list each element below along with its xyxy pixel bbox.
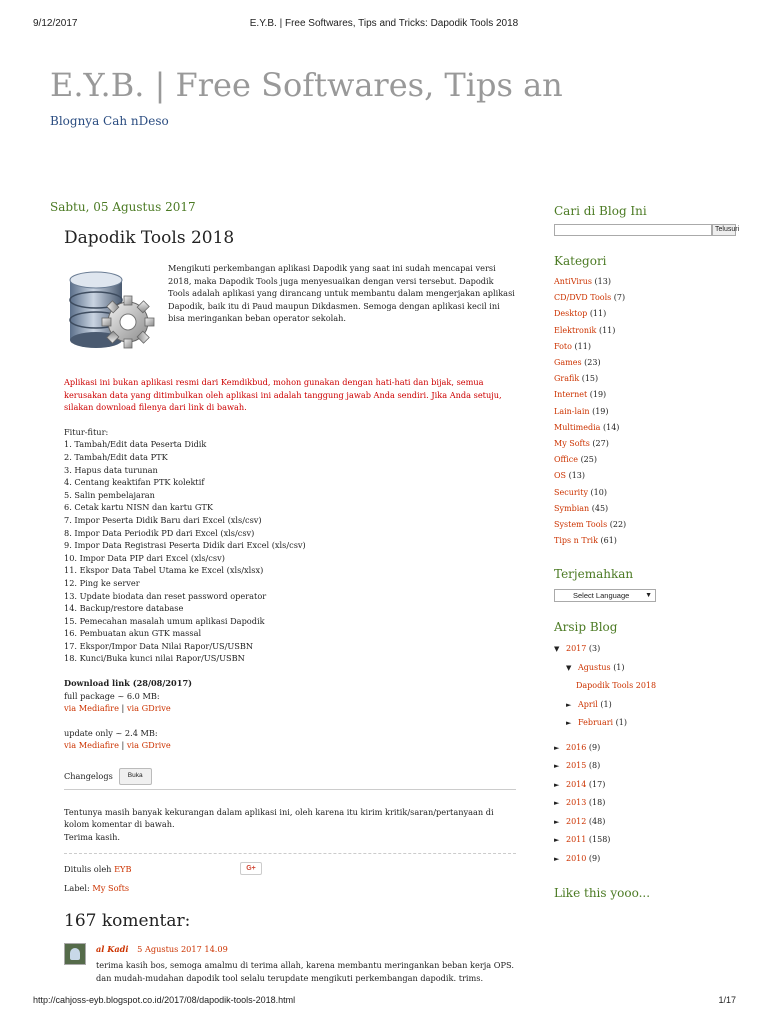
post-warning: Aplikasi ini bukan aplikasi resmi dari Kemdikbud, mohon gunakan dengan hati-hati dan bijak, semua kerusakan data yang ditimbulkan oleh aplikasi ini adalah tanggung jawab Anda sendiri. Jika Anda setuju, silakan download filenya dari link di bawah.: [64, 377, 502, 413]
buka-button[interactable]: Buka: [119, 768, 152, 785]
category-count: (11): [574, 341, 591, 351]
full-package-label: full package ~ 6.0 MB:: [64, 690, 160, 701]
post-date: Sabtu, 05 Agustus 2017: [50, 200, 196, 214]
expand-toggle-icon[interactable]: ►: [554, 854, 560, 863]
print-date: 9/12/2017: [33, 18, 78, 29]
category-link[interactable]: Foto: [554, 341, 572, 351]
category-link[interactable]: Multimedia: [554, 422, 601, 432]
category-count: (22): [609, 520, 627, 530]
closing-text: Tentunya masih banyak kekurangan dalam aplikasi ini, oleh karena itu kirim kritik/saran/pertanyaan di kolom komentar di bawah.: [64, 806, 494, 830]
archive-year-link[interactable]: 2012: [566, 816, 587, 826]
like-widget-title: Like this yooo...: [554, 886, 651, 901]
comment-time[interactable]: 5 Agustus 2017 14.09: [137, 944, 228, 954]
feature-item: 6. Cetak kartu NISN dan kartu GTK: [64, 502, 213, 513]
post-footer-divider: [64, 853, 516, 854]
archive-count: (9): [588, 742, 601, 752]
categories-list: [554, 274, 738, 549]
intro-section: [64, 262, 516, 362]
archive-count: (1): [600, 699, 612, 709]
category-count: (11): [598, 325, 616, 335]
expand-toggle-icon[interactable]: ►: [566, 719, 572, 728]
comment-item: [64, 943, 520, 993]
update-only-label: update only ~ 2.4 MB:: [64, 727, 158, 738]
category-item: [554, 485, 738, 501]
category-count: (23): [584, 358, 601, 368]
category-count: (25): [580, 455, 597, 465]
category-link[interactable]: Office: [554, 455, 579, 465]
database-gear-icon: [66, 266, 156, 352]
update-only-links: [64, 739, 516, 752]
category-item: [554, 371, 738, 387]
archive-month-april: [554, 696, 738, 715]
language-select[interactable]: [554, 589, 656, 602]
feature-item: 7. Impor Peserta Didik Baru dari Excel (xls/csv): [64, 514, 262, 525]
archive-count: (8): [588, 761, 601, 771]
main-column: [50, 200, 520, 993]
full-mediafire-link[interactable]: via Mediafire: [64, 703, 119, 714]
category-item: [554, 420, 738, 436]
archive-count: (3): [588, 644, 601, 654]
features-title: Fitur-fitur:: [64, 426, 109, 437]
archive-list: [554, 640, 738, 868]
translate-title: Terjemahkan: [554, 567, 634, 582]
expand-toggle-icon[interactable]: ►: [554, 762, 560, 771]
feature-item: 12. Ping ke server: [64, 577, 140, 588]
search-row: [554, 224, 738, 236]
posted-by-label: Ditulis oleh: [64, 864, 112, 875]
archive-year-link[interactable]: 2014: [566, 779, 587, 789]
category-item: [554, 517, 738, 533]
category-item: [554, 452, 738, 468]
feature-item: 8. Impor Data Periodik PD dari Excel (xls/csv): [64, 527, 255, 538]
feature-item: 2. Tambah/Edit data PTK: [64, 451, 168, 462]
archive-year-2015: [554, 757, 738, 776]
changelogs-row: [64, 768, 516, 785]
archive-year-2016: [554, 739, 738, 758]
archive-count: (18): [588, 798, 606, 808]
author-link[interactable]: EYB: [114, 864, 132, 875]
feature-item: 1. Tambah/Edit data Peserta Didik: [64, 439, 207, 450]
archive-month-link[interactable]: April: [578, 699, 598, 709]
category-item: [554, 436, 738, 452]
archive-year-link[interactable]: 2013: [566, 798, 587, 808]
feature-item: 13. Update biodata dan reset password operator: [64, 590, 267, 601]
comment-author[interactable]: al Kadi: [96, 944, 129, 954]
expand-toggle-icon[interactable]: ▼: [566, 663, 572, 672]
archive-year-2011: [554, 831, 738, 850]
category-link[interactable]: Internet: [554, 390, 588, 400]
comment-text: terima kasih bos, semoga amalmu di terima allah, karena membantu meringankan beban kerja OPS. dan mudah-mudahan dapodik tool selalu terupdate mengikuti perkembangan dapodik. trims.: [96, 960, 514, 983]
archive-month-link[interactable]: Februari: [578, 718, 614, 728]
search-widget-title: Cari di Blog Ini: [554, 204, 647, 218]
post-author-line: [64, 862, 516, 876]
changelogs-label: Changelogs: [64, 771, 113, 782]
dropdown-arrow-icon: ▼: [645, 592, 652, 600]
expand-toggle-icon[interactable]: ►: [554, 799, 560, 808]
print-url: http://cahjoss-eyb.blogspot.co.id/2017/08/dapodik-tools-2018.html: [33, 995, 296, 1005]
category-link[interactable]: CD/DVD Tools: [554, 293, 612, 303]
archive-month-link[interactable]: Agustus: [578, 662, 611, 672]
archive-year-2010: [554, 850, 738, 869]
archive-count: (158): [588, 835, 611, 845]
archive-month-februari: [554, 714, 738, 733]
archive-month-agustus: [554, 659, 738, 678]
blog-description: Blognya Cah nDeso: [50, 114, 169, 128]
expand-toggle-icon[interactable]: ►: [554, 743, 560, 752]
category-link[interactable]: Grafik: [554, 374, 580, 384]
category-link[interactable]: Tips n Trik: [554, 536, 598, 546]
category-count: (45): [591, 503, 609, 513]
category-item: [554, 468, 738, 484]
post-intro: Mengikuti perkembangan aplikasi Dapodik yang saat ini sudah mencapai versi 2018, maka Dapodik Tools juga menyesuaikan dengan versi tersebut. Dapodik Tools adalah aplikasi yang dirancang untuk membantu dalam mengerjakan aplikasi Dapodik, baik itu di Paud maupun Dikdasmen. Semoga dengan aplikasi kecil ini bisa meringankan beban operator sekolah.: [168, 263, 515, 324]
feature-item: 16. Pembuatan akun GTK massal: [64, 628, 202, 639]
feature-item: 18. Kunci/Buka kunci nilai Rapor/US/USBN: [64, 653, 245, 664]
feature-item: 17. Ekspor/Impor Data Nilai Rapor/US/USBN: [64, 640, 254, 651]
closing-thanks: Terima kasih.: [64, 831, 120, 842]
feature-item: 4. Centang keaktifan PTK kolektif: [64, 477, 205, 488]
full-gdrive-link[interactable]: via GDrive: [126, 703, 171, 714]
archive-post-item: [554, 677, 738, 696]
comments-title: 167 komentar:: [64, 911, 191, 931]
comment-header: [96, 943, 228, 956]
category-link[interactable]: Elektronik: [554, 325, 597, 335]
feature-item: 9. Impor Data Registrasi Peserta Didik dari Excel (xls/csv): [64, 540, 306, 551]
feature-item: 5. Salin pembelajaran: [64, 489, 155, 500]
category-count: (14): [603, 422, 620, 432]
archive-year-2014: [554, 776, 738, 795]
expand-toggle-icon[interactable]: ▼: [554, 645, 560, 654]
search-button[interactable]: Telusuri: [712, 224, 736, 236]
post-labels: [64, 882, 516, 895]
categories-title: Kategori: [554, 254, 607, 268]
category-link[interactable]: Games: [554, 358, 582, 368]
category-item: [554, 387, 738, 403]
feature-item: 11. Ekspor Data Tabel Utama ke Excel (xls/xlsx): [64, 565, 264, 576]
category-item: [554, 274, 738, 290]
archive-count: (1): [613, 662, 625, 672]
category-link[interactable]: My Softs: [554, 439, 590, 449]
print-header: [0, 0, 768, 29]
post-title[interactable]: Dapodik Tools 2018: [64, 228, 235, 248]
sidebar: [554, 200, 738, 900]
print-title: E.Y.B. | Free Softwares, Tips and Tricks: Dapodik Tools 2018: [249, 18, 519, 29]
archive-count: (48): [588, 816, 606, 826]
blog-title[interactable]: E.Y.B. | Free Softwares, Tips an: [50, 66, 563, 104]
category-link[interactable]: Symbian: [554, 503, 590, 513]
update-mediafire-link[interactable]: via Mediafire: [64, 740, 119, 751]
post-body: [64, 262, 516, 895]
search-input[interactable]: [554, 224, 712, 236]
category-count: (13): [594, 277, 611, 286]
archive-count: (9): [588, 853, 601, 863]
category-item: [554, 533, 738, 549]
category-count: (61): [600, 536, 617, 546]
category-item: [554, 404, 738, 420]
category-link[interactable]: Desktop: [554, 309, 588, 319]
category-item: [554, 501, 738, 517]
archive-count: (17): [588, 779, 606, 789]
expand-toggle-icon[interactable]: ►: [554, 836, 560, 845]
category-item: [554, 355, 738, 371]
download-title: Download link (28/08/2017): [64, 678, 193, 689]
category-link[interactable]: OS: [554, 471, 567, 481]
category-item: [554, 323, 738, 339]
archive-year-link[interactable]: 2016: [566, 742, 587, 752]
print-page-number: 1/17: [718, 995, 736, 1005]
archive-year-link[interactable]: 2011: [566, 835, 587, 845]
category-link[interactable]: AntiVirus: [554, 277, 592, 286]
category-count: (15): [581, 374, 599, 384]
archive-post-link[interactable]: Dapodik Tools 2018: [576, 681, 657, 691]
full-package-links: [64, 702, 516, 715]
label-link-my-softs[interactable]: My Softs: [92, 883, 130, 894]
expand-toggle-icon[interactable]: ►: [566, 700, 572, 709]
google-plus-share-button[interactable]: G+: [240, 862, 262, 875]
archive-year-2012: [554, 813, 738, 832]
archive-year-link[interactable]: 2015: [566, 761, 587, 771]
update-gdrive-link[interactable]: via GDrive: [126, 740, 171, 751]
labels-label: Label:: [64, 883, 90, 894]
archive-count: (1): [615, 718, 627, 728]
archive-year-2017: [554, 640, 738, 659]
language-select-value: Select Language: [573, 591, 630, 601]
category-link[interactable]: System Tools: [554, 520, 608, 530]
archive-year-link[interactable]: 2010: [566, 853, 587, 863]
feature-item: 3. Hapus data turunan: [64, 464, 158, 475]
category-count: (10): [590, 487, 607, 497]
expand-toggle-icon[interactable]: ►: [554, 817, 560, 826]
category-count: (27): [592, 439, 609, 449]
category-item: [554, 339, 738, 355]
archive-year-link[interactable]: 2017: [566, 644, 587, 654]
link-separator: |: [121, 740, 125, 751]
expand-toggle-icon[interactable]: ►: [554, 780, 560, 789]
features-list: [64, 438, 516, 665]
archive-title: Arsip Blog: [554, 620, 618, 635]
category-count: (19): [592, 406, 609, 416]
avatar[interactable]: [64, 943, 86, 965]
changelog-divider: [64, 789, 516, 790]
category-count: (7): [613, 293, 626, 303]
feature-item: 14. Backup/restore database: [64, 603, 184, 614]
link-separator: |: [121, 703, 125, 714]
category-count: (11): [589, 309, 607, 319]
category-count: (19): [589, 390, 607, 400]
feature-item: 15. Pemecahan masalah umum aplikasi Dapodik: [64, 615, 265, 626]
archive-year-2013: [554, 794, 738, 813]
category-item: [554, 290, 738, 306]
category-item: [554, 306, 738, 322]
feature-item: 10. Impor Data PIP dari Excel (xls/csv): [64, 552, 225, 563]
category-link[interactable]: Security: [554, 487, 588, 497]
category-link[interactable]: Lain-lain: [554, 406, 590, 416]
category-count: (13): [568, 471, 586, 481]
